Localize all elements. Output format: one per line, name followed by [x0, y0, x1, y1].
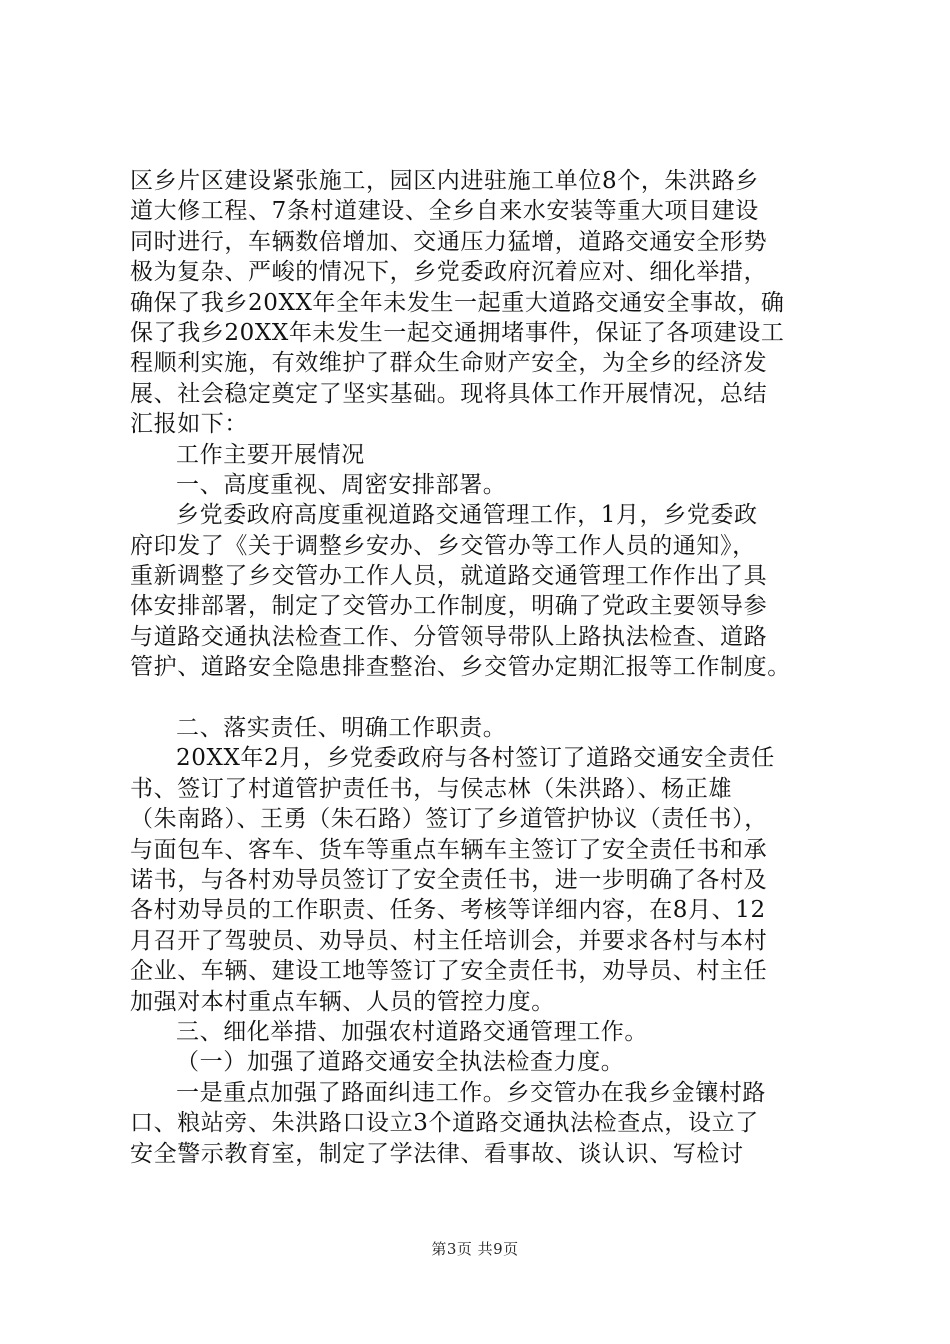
text-line: 确保了我乡20XX年全年未发生一起重大道路交通安全事故，确: [130, 289, 785, 316]
text-line: 汇报如下：: [130, 411, 248, 438]
text-line: 重新调整了乡交管办工作人员，就道路交通管理工作作出了具: [130, 563, 768, 590]
text-line: 管护、道路安全隐患排查整治、乡交管办定期汇报等工作制度。: [130, 654, 791, 681]
text-line: 乡党委政府高度重视道路交通管理工作，1月，乡党委政: [176, 502, 758, 529]
text-line: 月召开了驾驶员、劝导员、村主任培训会，并要求各村与本村: [130, 927, 768, 954]
section-heading: 二、落实责任、明确工作职责。: [176, 715, 507, 742]
text-line: 一是重点加强了路面纠违工作。乡交管办在我乡金镶村路: [176, 1079, 766, 1106]
text-line: 企业、车辆、建设工地等签订了安全责任书，劝导员、村主任: [130, 958, 768, 985]
text-line: 展、社会稳定奠定了坚实基础。现将具体工作开展情况，总结: [130, 380, 768, 407]
page-number-footer: 第3页 共9页: [431, 1240, 519, 1258]
text-line: 与道路交通执法检查工作、分管领导带队上路执法检查、道路: [130, 623, 768, 650]
section-heading: 工作主要开展情况: [176, 441, 365, 468]
text-line: 保了我乡20XX年未发生一起交通拥堵事件，保证了各项建设工: [130, 319, 785, 346]
text-line: 程顺利实施，有效维护了群众生命财产安全，为全乡的经济发: [130, 350, 768, 377]
section-heading: 三、细化举措、加强农村道路交通管理工作。: [176, 1018, 648, 1045]
text-line: 极为复杂、严峻的情况下，乡党委政府沉着应对、细化举措，: [130, 259, 768, 286]
text-line: 同时进行，车辆数倍增加、交通压力猛增，道路交通安全形势: [130, 228, 768, 255]
text-line: 府印发了《关于调整乡安办、乡交管办等工作人员的通知》，: [130, 532, 756, 559]
text-line: 区乡片区建设紧张施工，园区内进驻施工单位8个，朱洪路乡: [130, 168, 759, 194]
text-line: 书、签订了村道管护责任书，与侯志林（朱洪路）、杨正雄: [130, 775, 733, 802]
text-line: 各村劝导员的工作职责、任务、考核等详细内容，在8月、12: [130, 897, 766, 924]
text-line: 20XX年2月，乡党委政府与各村签订了道路交通安全责任: [176, 745, 775, 772]
text-line: 与面包车、客车、货车等重点车辆车主签订了安全责任书和承: [130, 836, 768, 863]
text-line: 安全警示教育室，制定了学法律、看事故、谈认识、写检讨: [130, 1140, 744, 1167]
document-body: [130, 166, 830, 1169]
text-line: 诺书，与各村劝导员签订了安全责任书，进一步明确了各村及: [130, 866, 768, 893]
text-line: 口、粮站旁、朱洪路口设立3个道路交通执法检查点，设立了: [130, 1110, 759, 1137]
blank-line: [130, 683, 830, 713]
section-heading: 一、高度重视、周密安排部署。: [176, 471, 507, 498]
text-line: 道大修工程、7条村道建设、全乡自来水安装等重大项目建设: [130, 198, 759, 225]
text-line: （朱南路）、王勇（朱石路）签订了乡道管护协议（责任书），: [130, 806, 768, 833]
subsection-heading: （一）加强了道路交通安全执法检查力度。: [176, 1049, 625, 1076]
text-line: 加强对本村重点车辆、人员的管控力度。: [130, 988, 555, 1015]
text-line: 体安排部署，制定了交管办工作制度，明确了党政主要领导参: [130, 593, 768, 620]
